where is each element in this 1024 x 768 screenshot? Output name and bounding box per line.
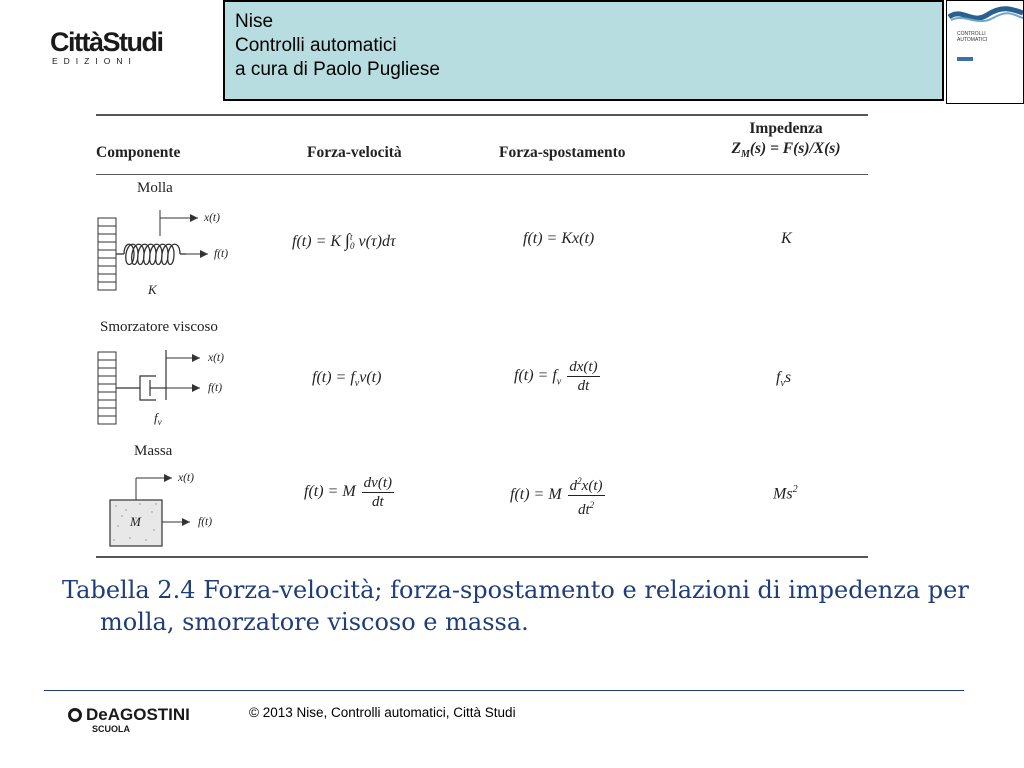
wall-icon — [98, 352, 116, 424]
eq-massa-forza-spostamento: f(t) = M $\frac{d^2x(t)}{dt^2}$ — [510, 472, 607, 519]
row-label-smorzatore: Smorzatore viscoso — [100, 319, 218, 335]
fv-label: $f_v$ — [154, 410, 162, 427]
x-label: x(t) — [178, 472, 194, 484]
eq-massa-forza-velocita: f(t) = M $\frac{dv(t)}{dt}$ — [304, 475, 392, 510]
cittastudi-logo — [50, 27, 163, 70]
cittastudi-logo-subtext: EDIZIONI — [52, 56, 137, 66]
table-caption: Tabella 2.4 Forza-velocità; forza-spostamento e relazioni di impedenza per molla, smorzatore viscoso e massa. — [62, 576, 969, 636]
row-label-molla: Molla — [137, 180, 173, 196]
wall-icon — [98, 218, 116, 290]
header-impedenza — [706, 120, 866, 160]
eq-molla-forza-spostamento: f(t) = Kx(t) — [523, 230, 595, 247]
f-arrow-head-icon — [182, 518, 190, 526]
f-label: f(t) — [198, 516, 213, 528]
eq-molla-forza-velocita: f(t) = K ∫ t 0 v(τ)dτ — [292, 230, 396, 252]
book-cover-thumbnail — [946, 0, 1024, 104]
cittastudi-logo-text: CittàStudi — [50, 27, 163, 57]
x-arrow-head-icon — [192, 354, 200, 362]
eq-massa-impedenza: Ms$^2$ — [773, 484, 798, 503]
header-impedenza-formula: $Z_M(s) = F(s)/X(s)$ — [731, 140, 841, 161]
copyright-text: © 2013 Nise, Controlli automatici, Città Studi — [249, 705, 516, 720]
x-label: x(t) — [204, 212, 220, 224]
row-label-massa: Massa — [134, 443, 173, 459]
x-arrow-head-icon — [190, 214, 198, 222]
header-forza-velocita: Forza-velocità — [307, 144, 402, 161]
title-line-book: Controlli automatici — [235, 35, 397, 56]
deagostini-logo — [68, 706, 208, 738]
x-label: x(t) — [208, 352, 224, 364]
damper-diagram — [96, 342, 256, 432]
title-line-author: Nise — [235, 11, 274, 32]
m-label: M — [130, 514, 141, 529]
damper-cylinder-icon — [116, 350, 166, 400]
k-label: K — [148, 282, 157, 297]
eq-smorzatore-impedenza: $f_vs$ — [776, 369, 792, 390]
x-arrow-head-icon — [164, 474, 172, 482]
spring-coil-icon — [116, 244, 186, 264]
cover-title: CONTROLLI AUTOMATICI — [957, 31, 988, 43]
header-componente: Componente — [96, 144, 181, 161]
f-arrow-head-icon — [192, 384, 200, 392]
eq-smorzatore-forza-velocita: $f(t) = f_vv(t)$ — [312, 369, 382, 390]
mass-diagram — [96, 464, 256, 554]
table-header-rule — [96, 174, 868, 175]
footer-divider — [44, 690, 964, 691]
deagostini-logo-text: DeAGOSTINI — [68, 706, 208, 724]
header-forza-spostamento: Forza-spostamento — [499, 144, 626, 161]
cover-swoosh-graphic — [947, 5, 1024, 27]
cover-accent-bar — [957, 57, 973, 61]
f-label: f(t) — [214, 248, 229, 260]
f-label: f(t) — [208, 382, 223, 394]
eq-smorzatore-forza-spostamento: $f(t) = f_v$ $\frac{dx(t)}{dt}$ — [514, 359, 598, 394]
header-impedenza-title: Impedenza — [749, 120, 823, 137]
spring-diagram — [96, 196, 256, 306]
deagostini-emblem-icon — [68, 708, 82, 722]
title-line-editor: a cura di Paolo Pugliese — [235, 59, 440, 80]
force-velocity-table — [96, 112, 868, 560]
table-bottom-rule — [96, 556, 868, 558]
eq-molla-impedenza: K — [781, 230, 792, 247]
deagostini-logo-subtext: SCUOLA — [92, 724, 130, 734]
title-box — [223, 0, 944, 101]
f-arrow-head-icon — [200, 250, 208, 258]
table-top-rule — [96, 114, 868, 116]
